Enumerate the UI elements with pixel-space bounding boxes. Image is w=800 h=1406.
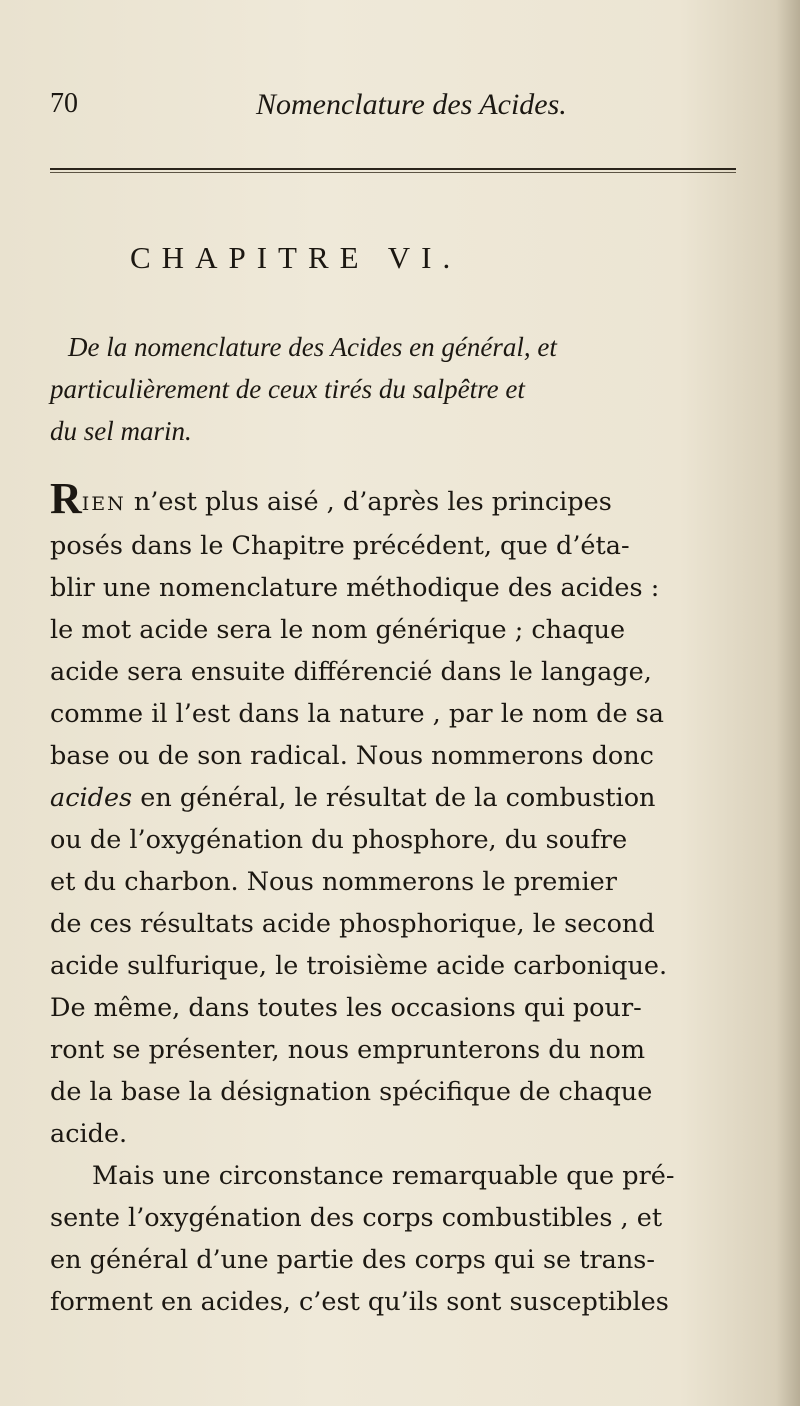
header-rule (50, 168, 736, 170)
text-line: posés dans le Chapitre précédent, que d’éta- (50, 531, 630, 561)
text-line: de ces résultats acide phosphorique, le second (50, 909, 655, 939)
text-line: acide sera ensuite différencié dans le langage, (50, 657, 652, 687)
drop-cap: R (50, 478, 82, 523)
text-line: forment en acides, c’est qu’ils sont susceptibles (50, 1287, 669, 1317)
subtitle-line: du sel marin. (50, 416, 192, 446)
subtitle-line: De la nomenclature des Acides en général, et (68, 332, 557, 362)
text-line: et du charbon. Nous nommerons le premier (50, 867, 617, 897)
text-line: ront se présenter, nous emprunterons du nom (50, 1035, 646, 1065)
body-text (50, 478, 750, 1323)
text-line (50, 777, 750, 819)
text-line: de la base la désignation spécifique de chaque (50, 1077, 653, 1107)
text-line: ou de l’oxygénation du phosphore, du soufre (50, 825, 628, 855)
text-line: Mais une circonstance remarquable que pré- (92, 1161, 675, 1191)
text-fragment: n’est plus aisé , d’après les principes (125, 487, 612, 517)
text-line: comme il l’est dans la nature , par le nom de sa (50, 699, 664, 729)
chapter-title: CHAPITRE VI. (130, 240, 462, 275)
text-line: le mot acide sera le nom générique ; chaque (50, 615, 626, 645)
text-line: De même, dans toutes les occasions qui pour- (50, 993, 642, 1023)
text-line: base ou de son radical. Nous nommerons donc (50, 741, 654, 771)
text-line: acide. (50, 1119, 128, 1149)
text-line: en général d’une partie des corps qui se trans- (50, 1245, 655, 1275)
page-number: 70 (50, 88, 78, 119)
running-head (50, 88, 750, 128)
header-rule-thin (50, 172, 736, 173)
chapter-subtitle (50, 326, 750, 452)
text-line: acide sulfurique, le troisième acide carbonique. (50, 951, 668, 981)
italic-word: acides (50, 783, 133, 813)
text-line: blir une nomenclature méthodique des acides : (50, 573, 660, 603)
text-line (50, 478, 750, 525)
text-fragment: en général, le résultat de la combustion (132, 783, 656, 813)
text-line: sente l’oxygénation des corps combustibles , et (50, 1203, 663, 1233)
small-caps-word: IEN (81, 493, 126, 515)
subtitle-line: particulièrement de ceux tirés du salpêtre et (50, 374, 525, 404)
running-title: Nomenclature des Acides. (256, 88, 567, 121)
